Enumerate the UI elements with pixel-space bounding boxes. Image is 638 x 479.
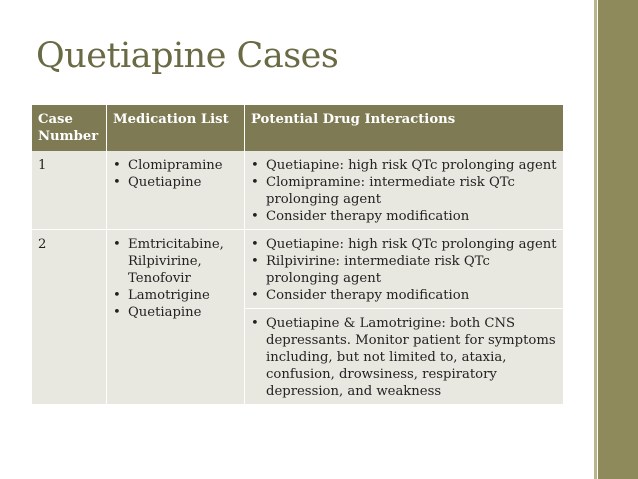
header-case-number: Case Number	[32, 105, 107, 151]
cases-table	[32, 105, 563, 405]
interactions-cell	[245, 151, 564, 230]
slide-title: Quetiapine Cases	[36, 36, 339, 76]
header-potential-drug-interactions: Potential Drug Interactions	[245, 105, 564, 151]
list-item: • Rilpivirine: intermediate risk QTc prolonging agent	[251, 253, 557, 287]
table-row	[32, 230, 563, 309]
case-number-cell: 2	[32, 230, 107, 405]
table-row	[32, 151, 563, 230]
list-item: • Emtricitabine, Rilpivirine, Tenofovir	[113, 236, 238, 287]
list-item: • Consider therapy modification	[251, 287, 557, 304]
list-item: • Clomipramine	[113, 157, 238, 174]
list-item: • Clomipramine: intermediate risk QTc prolonging agent	[251, 174, 557, 208]
medication-list	[113, 157, 238, 191]
decorative-side-bar	[598, 0, 638, 479]
medication-list-cell	[107, 151, 245, 230]
medication-list-cell	[107, 230, 245, 405]
list-item: • Quetiapine	[113, 304, 238, 321]
list-item: • Quetiapine: high risk QTc prolonging agent	[251, 157, 557, 174]
table-header-row	[32, 105, 563, 151]
case-number-cell: 1	[32, 151, 107, 230]
interaction-list	[251, 236, 557, 304]
list-item: • Lamotrigine	[113, 287, 238, 304]
header-medication-list: Medication List	[107, 105, 245, 151]
interactions-cell	[245, 309, 564, 405]
list-item: • Quetiapine & Lamotrigine: both CNS depressants. Monitor patient for symptoms including, but not limited to, ataxia, confusion, drowsiness, respiratory depression, and weakness	[251, 315, 557, 400]
interaction-list	[251, 315, 557, 400]
medication-list	[113, 236, 238, 321]
list-item: • Quetiapine	[113, 174, 238, 191]
interaction-list	[251, 157, 557, 225]
interactions-cell	[245, 230, 564, 309]
list-item: • Quetiapine: high risk QTc prolonging agent	[251, 236, 557, 253]
list-item: • Consider therapy modification	[251, 208, 557, 225]
